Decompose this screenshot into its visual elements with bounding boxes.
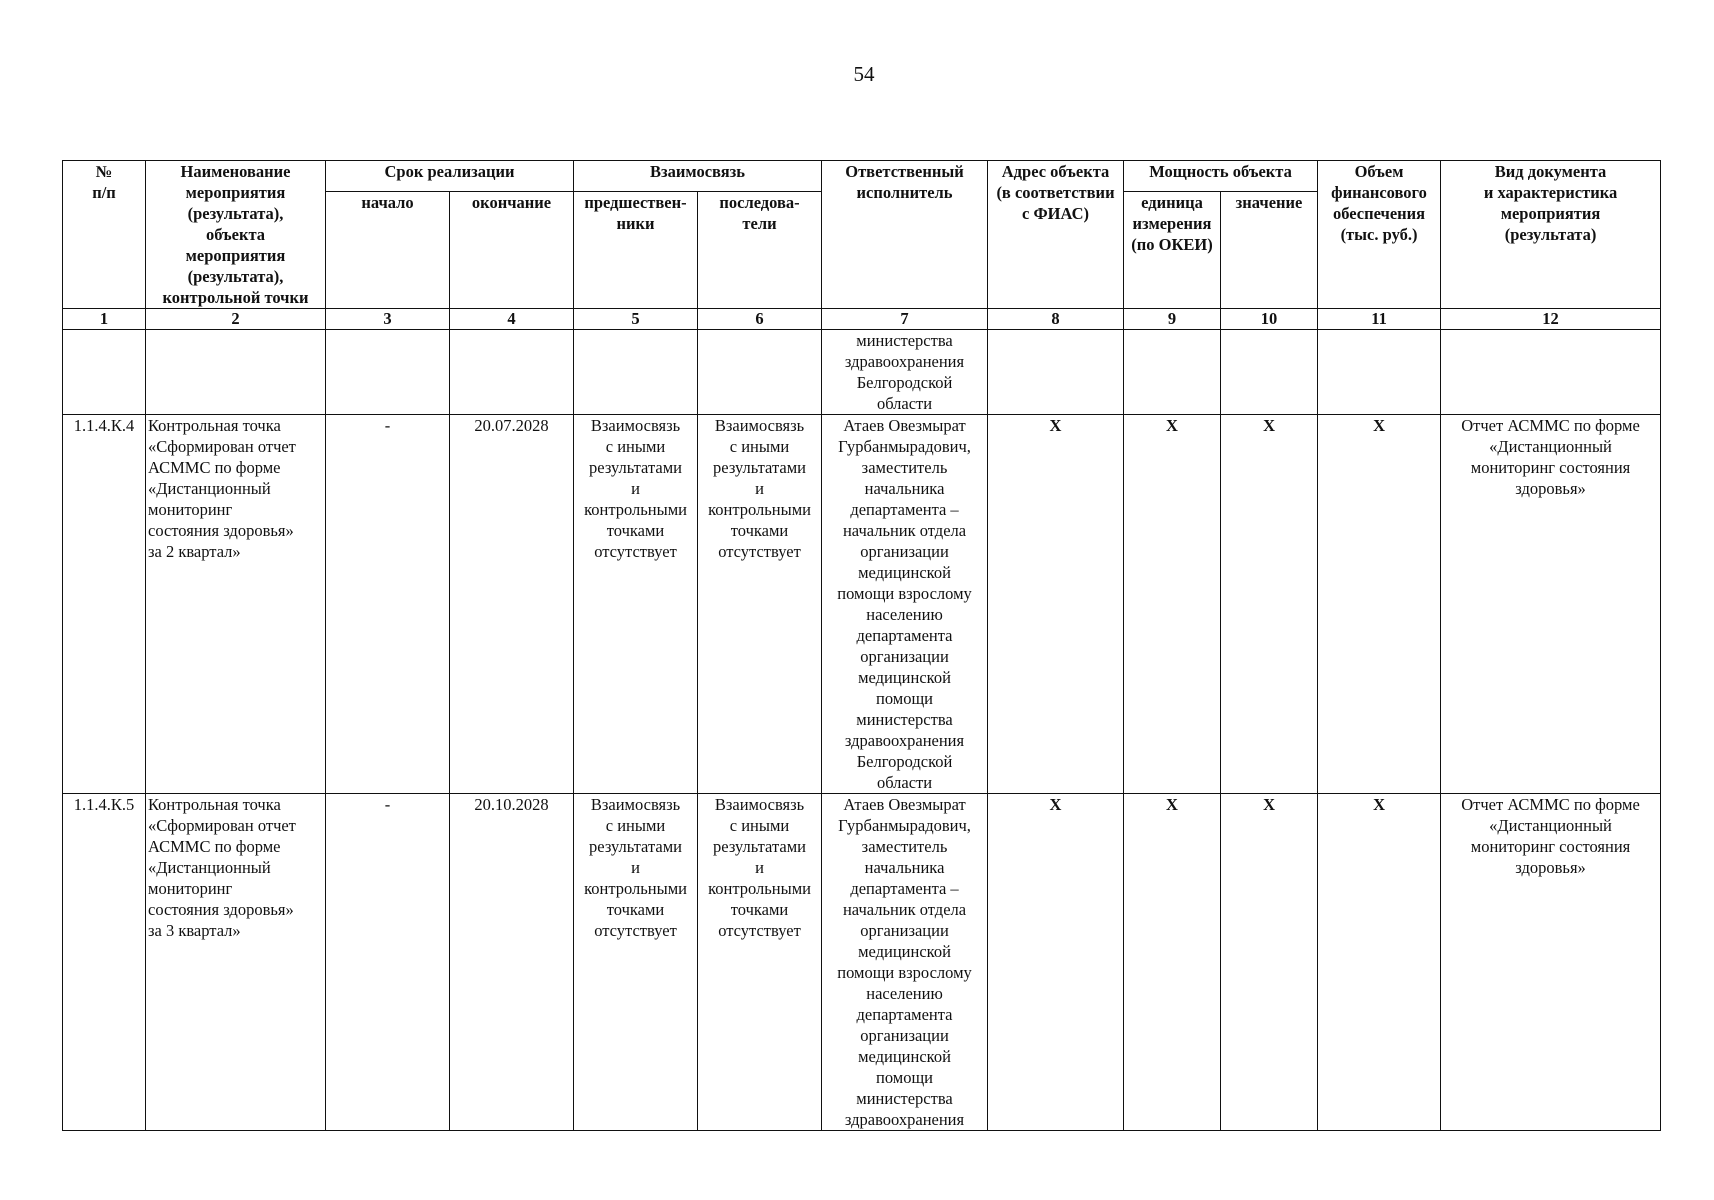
header-capacity-unit-text: единица измерения (по ОКЕИ) xyxy=(1131,193,1213,254)
header-term-end-text: окончание xyxy=(471,193,552,212)
cell-next xyxy=(698,330,822,415)
header-row-1 xyxy=(63,161,1661,192)
header-link-text: Взаимосвязь xyxy=(650,162,745,181)
column-number: 11 xyxy=(1318,309,1441,330)
header-capacity-text: Мощность объекта xyxy=(1149,162,1292,181)
header-doc-type-text: Вид документа и характеристика мероприятия (результата) xyxy=(1483,162,1618,244)
column-number: 10 xyxy=(1221,309,1318,330)
cell-prev xyxy=(574,330,698,415)
cell-end: 20.10.2028 xyxy=(450,794,574,1131)
header-link-next-text: последова- тели xyxy=(719,193,800,233)
column-number: 6 xyxy=(698,309,822,330)
cell-id: 1.1.4.К.5 xyxy=(63,794,146,1131)
cell-name xyxy=(146,330,326,415)
header-capacity-unit xyxy=(1124,192,1221,309)
cell-value: Х xyxy=(1221,794,1318,1131)
events-table xyxy=(62,160,1661,1131)
header-link-next xyxy=(698,192,822,309)
header-term xyxy=(326,161,574,192)
header-capacity xyxy=(1124,161,1318,192)
header-name xyxy=(146,161,326,309)
cell-next: Взаимосвязь с иными результатами и контрольными точками отсутствует xyxy=(698,415,822,794)
table-row xyxy=(63,330,1661,415)
column-number-row xyxy=(63,309,1661,330)
header-term-start-text: начало xyxy=(361,193,414,212)
cell-start: - xyxy=(326,794,450,1131)
cell-finance: Х xyxy=(1318,415,1441,794)
cell-finance xyxy=(1318,330,1441,415)
cell-doc xyxy=(1441,330,1661,415)
cell-next: Взаимосвязь с иными результатами и контрольными точками отсутствует xyxy=(698,794,822,1131)
column-number: 3 xyxy=(326,309,450,330)
cell-responsible: министерства здравоохранения Белгородской области xyxy=(822,330,988,415)
header-name-text: Наименование мероприятия (результата), объекта мероприятия (результата), контрольной точки xyxy=(162,162,309,307)
column-number: 8 xyxy=(988,309,1124,330)
cell-name: Контрольная точка «Сформирован отчет АСММС по форме «Дистанционный мониторинг состояния здоровья» за 3 квартал» xyxy=(146,794,326,1131)
cell-end: 20.07.2028 xyxy=(450,415,574,794)
header-link xyxy=(574,161,822,192)
cell-id: 1.1.4.К.4 xyxy=(63,415,146,794)
header-term-start xyxy=(326,192,450,309)
cell-doc: Отчет АСММС по форме «Дистанционный мониторинг состояния здоровья» xyxy=(1441,415,1661,794)
cell-address: Х xyxy=(988,415,1124,794)
cell-prev: Взаимосвязь с иными результатами и контрольными точками отсутствует xyxy=(574,415,698,794)
header-num-text: № п/п xyxy=(92,162,116,202)
column-number: 9 xyxy=(1124,309,1221,330)
header-finance-text: Объем финансового обеспечения (тыс. руб.) xyxy=(1331,162,1427,244)
cell-address: Х xyxy=(988,794,1124,1131)
header-num xyxy=(63,161,146,309)
cell-unit: Х xyxy=(1124,415,1221,794)
cell-start xyxy=(326,330,450,415)
header-responsible xyxy=(822,161,988,309)
cell-id xyxy=(63,330,146,415)
header-finance xyxy=(1318,161,1441,309)
cell-finance: Х xyxy=(1318,794,1441,1131)
header-capacity-value-text: значение xyxy=(1235,193,1303,212)
cell-doc: Отчет АСММС по форме «Дистанционный мониторинг состояния здоровья» xyxy=(1441,794,1661,1131)
header-responsible-text: Ответственный исполнитель xyxy=(845,162,964,202)
cell-unit: Х xyxy=(1124,794,1221,1131)
column-number: 1 xyxy=(63,309,146,330)
header-address xyxy=(988,161,1124,309)
column-number: 7 xyxy=(822,309,988,330)
cell-responsible: Атаев Овезмырат Гурбанмырадович, заместитель начальника департамента – начальник отдела организации медицинской помощи взрослому населению департамента организации медицинской помощи министерства здравоохранения Белгородской области xyxy=(822,415,988,794)
header-capacity-value xyxy=(1221,192,1318,309)
page-number: 54 xyxy=(853,62,875,86)
column-number: 2 xyxy=(146,309,326,330)
header-link-prev-text: предшествен- ники xyxy=(584,193,687,233)
header-term-text: Срок реализации xyxy=(384,162,515,181)
column-number: 12 xyxy=(1441,309,1661,330)
cell-prev: Взаимосвязь с иными результатами и контрольными точками отсутствует xyxy=(574,794,698,1131)
cell-end xyxy=(450,330,574,415)
cell-address xyxy=(988,330,1124,415)
column-number: 4 xyxy=(450,309,574,330)
cell-value xyxy=(1221,330,1318,415)
cell-name: Контрольная точка «Сформирован отчет АСММС по форме «Дистанционный мониторинг состояния здоровья» за 2 квартал» xyxy=(146,415,326,794)
header-doc-type xyxy=(1441,161,1661,309)
column-number: 5 xyxy=(574,309,698,330)
cell-value: Х xyxy=(1221,415,1318,794)
header-term-end xyxy=(450,192,574,309)
cell-responsible: Атаев Овезмырат Гурбанмырадович, заместитель начальника департамента – начальник отдела организации медицинской помощи взрослому населению департамента организации медицинской помощи министерства здравоохранения xyxy=(822,794,988,1131)
header-link-prev xyxy=(574,192,698,309)
header-address-text: Адрес объекта (в соответствии с ФИАС) xyxy=(996,162,1115,223)
cell-start: - xyxy=(326,415,450,794)
table-row xyxy=(63,415,1661,794)
cell-unit xyxy=(1124,330,1221,415)
table-row xyxy=(63,794,1661,1131)
